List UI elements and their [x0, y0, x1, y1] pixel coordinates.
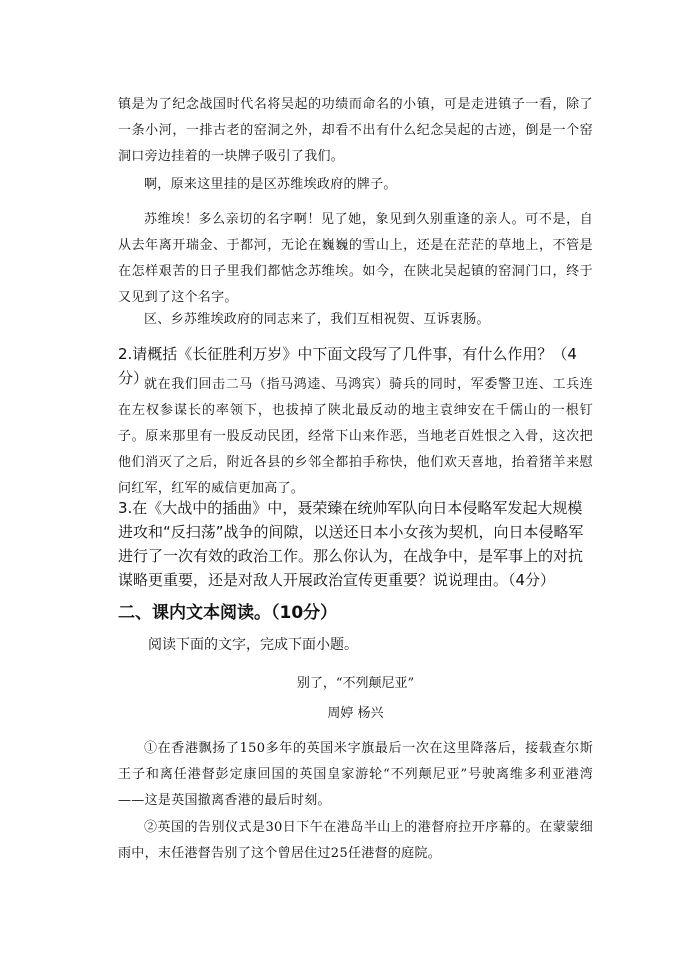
question-2-prompt: 2.请概括《长征胜利万岁》中下面文段写了几件事，有什么作用？（4分）	[118, 345, 577, 387]
passage1-paragraph-2: 啊，原来这里挂的是区苏维埃政府的牌子。	[144, 177, 397, 192]
passage1-paragraph-3: 苏维埃！多么亲切的名字啊！见了她，象见到久别重逢的亲人。可不是，自从去年离开瑞金、于都河，无论在巍巍的雪山上，还是在茫茫的草地上，不管是在怎样艰苦的日子里我们都惦念苏维埃。如今，在陕北吴起镇的窑洞门口，终于又见到了这个名字。	[118, 212, 593, 305]
section-2-heading: 二、课内文本阅读。（10分）	[118, 603, 338, 623]
article-title: 别了，“不列颠尼亚”	[296, 676, 415, 691]
section-2-instruction: 阅读下面的文字，完成下面小题。	[148, 637, 358, 653]
passage1-paragraph-1: 镇是为了纪念战国时代名将吴起的功绩而命名的小镇，可是走进镇子一看，除了一条小河，一排古老的窑洞之外，却看不出有什么纪念吴起的古迹，倒是一个窑洞口旁边挂着的一块牌子吸引了我们。	[118, 97, 593, 164]
article-authors: 周婷 杨兴	[327, 706, 384, 721]
passage1-paragraph-4: 区、乡苏维埃政府的同志来了，我们互相祝贺、互诉衷肠。	[144, 312, 490, 327]
question-2-passage: 就在我们回击二马（指马鸿逵、马鸿宾）骑兵的同时，军委警卫连、工兵连在左权参谋长的率领下，也拔掉了陕北最反动的地主袁绅安在千儒山的一根钉子。原来那里有一股反动民团，经常下山来作恶，当地老百姓恨之入骨，这次把他们消灭了之后，附近各县的乡邻全都拍手称快，他们欢天喜地，抬着猪羊来慰问红军，红军的威信更加高了。	[118, 377, 593, 496]
article-paragraph-2: ②英国的告别仪式是30日下午在港岛半山上的港督府拉开序幕的。在蒙蒙细雨中，末任港督告别了这个曾居住过25任港督的庭院。	[118, 820, 593, 861]
article-paragraph-1: ①在香港飘扬了150多年的英国米字旗最后一次在这里降落后，接载查尔斯王子和离任港督彭定康回国的英国皇家游轮“不列颠尼亚”号驶离维多利亚港湾——这是英国撤离香港的最后时刻。	[118, 741, 593, 808]
question-3-prompt: 3.在《大战中的插曲》中，聂荣臻在统帅军队向日本侵略军发起大规模进攻和“反扫荡”战争的间隙，以送还日本小女孩为契机，向日本侵略军进行了一次有效的政治工作。那么你认为，在战争中，是军事上的对抗谋略更重要，还是对敌人开展政治宣传更重要？说说理由。（4分）	[118, 499, 584, 589]
